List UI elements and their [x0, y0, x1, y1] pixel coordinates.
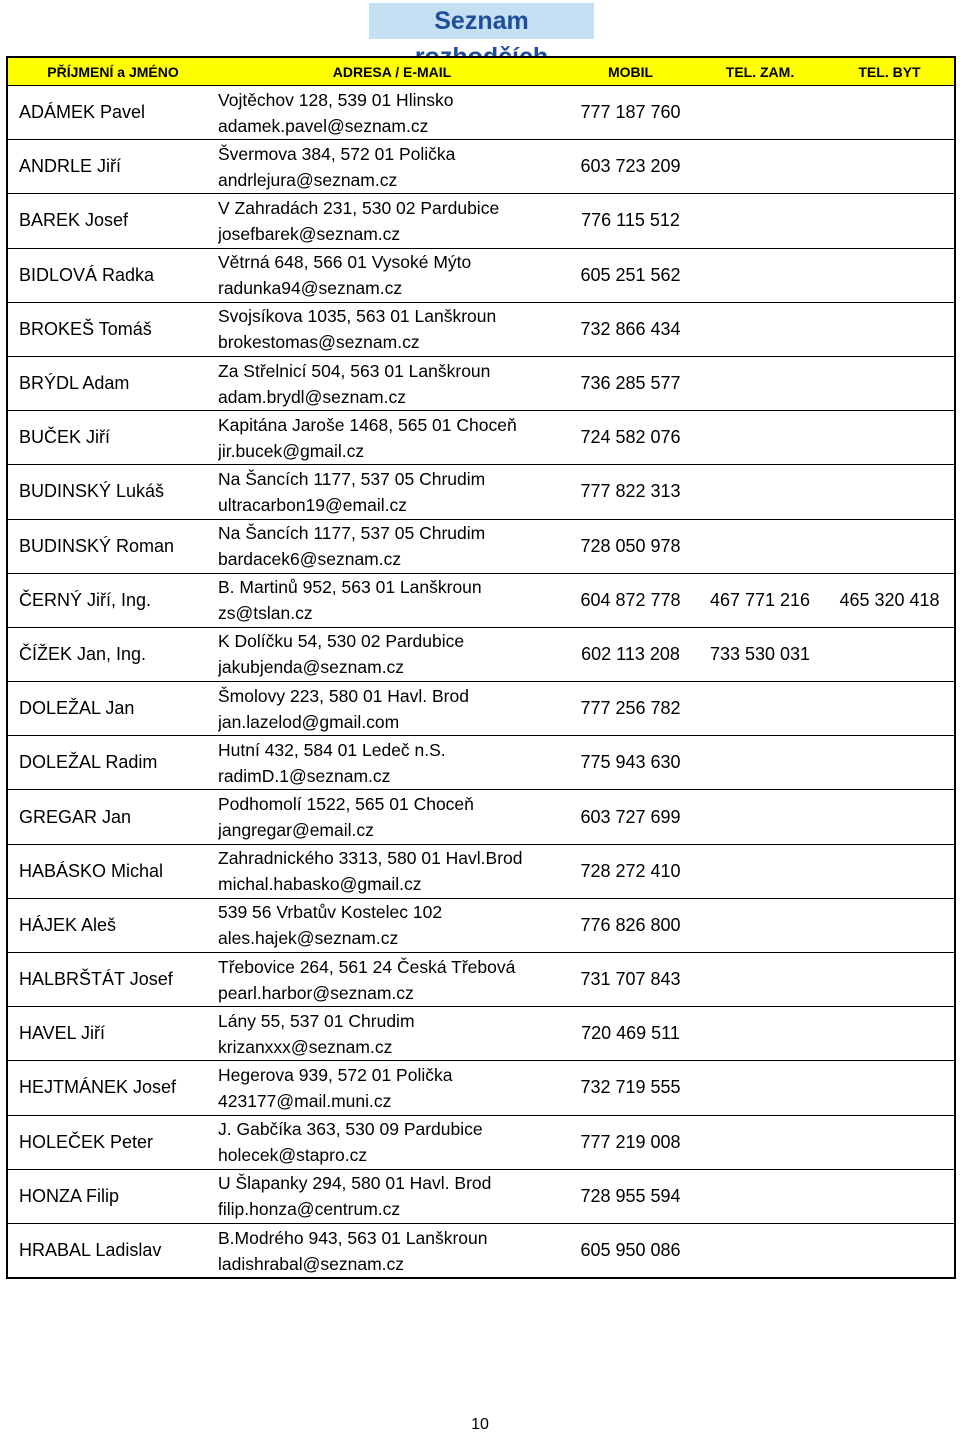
- referee-address-cell: [218, 1061, 566, 1115]
- referee-tel-work: [695, 790, 825, 844]
- referee-tel-work: [695, 1007, 825, 1061]
- referee-name: ADÁMEK Pavel: [7, 86, 218, 140]
- table-row: [7, 627, 955, 681]
- referee-tel-home: [825, 140, 955, 194]
- referee-address: U Šlapanky 294, 580 01 Havl. Brod: [218, 1173, 492, 1194]
- referee-address: Hegerova 939, 572 01 Polička: [218, 1064, 453, 1085]
- referee-email: 423177@mail.muni.cz: [218, 1090, 392, 1111]
- table-row: [7, 1169, 955, 1223]
- referee-tel-home: [825, 736, 955, 790]
- referee-mobile: 777 822 313: [566, 465, 695, 519]
- referee-mobile: 605 950 086: [566, 1223, 695, 1278]
- referee-tel-work: [695, 682, 825, 736]
- referee-email: bardacek6@seznam.cz: [218, 549, 402, 570]
- table-row: [7, 1115, 955, 1169]
- referee-email: adamek.pavel@seznam.cz: [218, 115, 429, 136]
- referee-address: Zahradnického 3313, 580 01 Havl.Brod: [218, 848, 523, 869]
- referee-name: ANDRLE Jiří: [7, 140, 218, 194]
- referee-address-cell: [218, 953, 566, 1007]
- referee-name: BIDLOVÁ Radka: [7, 248, 218, 302]
- table-row: [7, 573, 955, 627]
- title-bar: [0, 3, 960, 39]
- referee-tel-home: [825, 1061, 955, 1115]
- referee-tel-home: [825, 302, 955, 356]
- referee-name: HÁJEK Aleš: [7, 898, 218, 952]
- referee-mobile: 605 251 562: [566, 248, 695, 302]
- referee-tel-home: [825, 627, 955, 681]
- referee-address-cell: [218, 248, 566, 302]
- referee-mobile: 728 955 594: [566, 1169, 695, 1223]
- referee-tel-home: [825, 356, 955, 410]
- referee-address-cell: [218, 1169, 566, 1223]
- referee-tel-work: [695, 465, 825, 519]
- referee-address-cell: [218, 627, 566, 681]
- referee-tel-work: [695, 519, 825, 573]
- referee-email: jakubjenda@seznam.cz: [218, 657, 405, 678]
- referee-address: Hutní 432, 584 01 Ledeč n.S.: [218, 739, 446, 760]
- referee-tel-work: [695, 1061, 825, 1115]
- referee-name: BUČEK Jiří: [7, 411, 218, 465]
- referee-address-cell: [218, 790, 566, 844]
- table-row: [7, 736, 955, 790]
- referee-email: jangregar@email.cz: [218, 820, 374, 841]
- referee-address: 539 56 Vrbatův Kostelec 102: [218, 902, 443, 923]
- referee-email: radunka94@seznam.cz: [218, 278, 403, 299]
- referee-name: BUDINSKÝ Lukáš: [7, 465, 218, 519]
- referee-mobile: 777 219 008: [566, 1115, 695, 1169]
- page-number: 10: [471, 1416, 489, 1433]
- referee-tel-work: [695, 356, 825, 410]
- referee-address-cell: [218, 736, 566, 790]
- header-tel-work: TEL. ZAM.: [695, 57, 825, 86]
- table-row: [7, 844, 955, 898]
- referee-mobile: 732 719 555: [566, 1061, 695, 1115]
- referee-tel-work: [695, 302, 825, 356]
- referee-address: Šmolovy 223, 580 01 Havl. Brod: [218, 685, 469, 706]
- referee-address: Větrná 648, 566 01 Vysoké Mýto: [218, 252, 472, 273]
- referee-address: Třebovice 264, 561 24 Česká Třebová: [218, 956, 516, 977]
- referee-name: BUDINSKÝ Roman: [7, 519, 218, 573]
- referee-mobile: 602 113 208: [566, 627, 695, 681]
- referee-tel-home: [825, 1223, 955, 1278]
- referee-address-cell: [218, 194, 566, 248]
- referee-address: Kapitána Jaroše 1468, 565 01 Choceň: [218, 414, 517, 435]
- referee-tel-work: [695, 248, 825, 302]
- referee-tel-home: [825, 86, 955, 140]
- referee-tel-home: [825, 1169, 955, 1223]
- referee-email: michal.habasko@gmail.cz: [218, 874, 422, 895]
- referee-name: BROKEŠ Tomáš: [7, 302, 218, 356]
- referee-tel-work: 467 771 216: [695, 573, 825, 627]
- table-row: [7, 519, 955, 573]
- table-row: [7, 302, 955, 356]
- referee-tel-work: [695, 953, 825, 1007]
- referee-address: Švermova 384, 572 01 Polička: [218, 143, 456, 164]
- header-tel-home: TEL. BYT: [825, 57, 955, 86]
- referee-address-cell: [218, 573, 566, 627]
- referee-address-cell: [218, 356, 566, 410]
- referee-address: J. Gabčíka 363, 530 09 Pardubice: [218, 1119, 483, 1140]
- referee-address-cell: [218, 1223, 566, 1278]
- referee-address: Svojsíkova 1035, 563 01 Lanškroun: [218, 306, 497, 327]
- referee-mobile: 776 826 800: [566, 898, 695, 952]
- referee-mobile: 603 727 699: [566, 790, 695, 844]
- referee-address: Vojtěchov 128, 539 01 Hlinsko: [218, 89, 454, 110]
- referee-tel-home: [825, 465, 955, 519]
- page-title: Seznam: [369, 3, 594, 39]
- referee-mobile: 732 866 434: [566, 302, 695, 356]
- referee-address-cell: [218, 465, 566, 519]
- table-row: [7, 682, 955, 736]
- referee-tel-home: [825, 953, 955, 1007]
- referee-mobile: 720 469 511: [566, 1007, 695, 1061]
- referee-tel-home: [825, 411, 955, 465]
- referee-address: B.Modrého 943, 563 01 Lanškroun: [218, 1227, 488, 1248]
- table-row: [7, 140, 955, 194]
- table-header-row: [7, 57, 955, 86]
- table-row: [7, 898, 955, 952]
- referee-tel-home: [825, 248, 955, 302]
- referee-mobile: 777 256 782: [566, 682, 695, 736]
- referee-tel-work: [695, 1169, 825, 1223]
- referee-email: ultracarbon19@email.cz: [218, 494, 407, 515]
- header-name: PŘÍJMENÍ a JMÉNO: [7, 57, 218, 86]
- table-row: [7, 86, 955, 140]
- referee-name: BRÝDL Adam: [7, 356, 218, 410]
- referee-tel-work: [695, 844, 825, 898]
- referee-tel-home: [825, 790, 955, 844]
- referee-name: ČERNÝ Jiří, Ing.: [7, 573, 218, 627]
- referee-address-cell: [218, 844, 566, 898]
- referee-mobile: 728 272 410: [566, 844, 695, 898]
- table-row: [7, 411, 955, 465]
- referee-name: DOLEŽAL Radim: [7, 736, 218, 790]
- referee-email: filip.honza@centrum.cz: [218, 1199, 401, 1220]
- referee-tel-work: [695, 86, 825, 140]
- referee-mobile: 776 115 512: [566, 194, 695, 248]
- referee-address: Lány 55, 537 01 Chrudim: [218, 1010, 415, 1031]
- referee-tel-home: [825, 682, 955, 736]
- referee-name: HABÁSKO Michal: [7, 844, 218, 898]
- referee-tel-work: [695, 140, 825, 194]
- referee-mobile: 775 943 630: [566, 736, 695, 790]
- referee-address: B. Martinů 952, 563 01 Lanškroun: [218, 577, 482, 598]
- table-row: [7, 1061, 955, 1115]
- referee-address: Na Šancích 1177, 537 05 Chrudim: [218, 523, 486, 544]
- referee-email: adam.brydl@seznam.cz: [218, 386, 406, 407]
- referee-address-cell: [218, 140, 566, 194]
- referee-email: ales.hajek@seznam.cz: [218, 928, 399, 949]
- referee-name: DOLEŽAL Jan: [7, 682, 218, 736]
- referee-mobile: 604 872 778: [566, 573, 695, 627]
- referee-address-cell: [218, 519, 566, 573]
- referee-email: pearl.harbor@seznam.cz: [218, 982, 414, 1003]
- referee-tel-work: [695, 411, 825, 465]
- referee-email: zs@tslan.cz: [218, 603, 313, 624]
- referee-tel-home: [825, 1007, 955, 1061]
- referee-tel-home: [825, 844, 955, 898]
- referee-email: jir.bucek@gmail.cz: [218, 440, 365, 461]
- table-row: [7, 194, 955, 248]
- referee-name: HONZA Filip: [7, 1169, 218, 1223]
- referee-mobile: 731 707 843: [566, 953, 695, 1007]
- table-row: [7, 248, 955, 302]
- referee-address-cell: [218, 1115, 566, 1169]
- referee-address-cell: [218, 682, 566, 736]
- referee-email: radimD.1@seznam.cz: [218, 765, 391, 786]
- table-row: [7, 465, 955, 519]
- referee-address-cell: [218, 898, 566, 952]
- referee-mobile: 603 723 209: [566, 140, 695, 194]
- header-address: ADRESA / E-MAIL: [218, 57, 566, 86]
- table-row: [7, 356, 955, 410]
- referee-name: HRABAL Ladislav: [7, 1223, 218, 1278]
- referee-address: K Dolíčku 54, 530 02 Pardubice: [218, 631, 465, 652]
- referee-table: [6, 56, 956, 1279]
- referee-email: jan.lazelod@gmail.com: [218, 711, 400, 732]
- referee-email: josefbarek@seznam.cz: [218, 223, 401, 244]
- referee-email: ladishrabal@seznam.cz: [218, 1253, 405, 1274]
- referee-address-cell: [218, 86, 566, 140]
- referee-mobile: 777 187 760: [566, 86, 695, 140]
- referee-name: ČÍŽEK Jan, Ing.: [7, 627, 218, 681]
- referee-email: brokestomas@seznam.cz: [218, 332, 420, 353]
- referee-email: holecek@stapro.cz: [218, 1145, 368, 1166]
- referee-tel-home: [825, 194, 955, 248]
- referee-tel-home: [825, 898, 955, 952]
- referee-address-cell: [218, 1007, 566, 1061]
- referee-tel-work: 733 530 031: [695, 627, 825, 681]
- table-row: [7, 1223, 955, 1278]
- referee-mobile: 736 285 577: [566, 356, 695, 410]
- referee-email: andrlejura@seznam.cz: [218, 169, 398, 190]
- referee-name: HEJTMÁNEK Josef: [7, 1061, 218, 1115]
- header-mobile: MOBIL: [566, 57, 695, 86]
- referee-tel-work: [695, 736, 825, 790]
- referee-address: Podhomolí 1522, 565 01 Choceň: [218, 794, 474, 815]
- referee-tel-home: [825, 1115, 955, 1169]
- referee-address: V Zahradách 231, 530 02 Pardubice: [218, 197, 500, 218]
- referee-mobile: 728 050 978: [566, 519, 695, 573]
- referee-mobile: 724 582 076: [566, 411, 695, 465]
- referee-email: krizanxxx@seznam.cz: [218, 1036, 393, 1057]
- referee-address-cell: [218, 411, 566, 465]
- referee-tel-work: [695, 1223, 825, 1278]
- referee-address-cell: [218, 302, 566, 356]
- referee-name: HOLEČEK Peter: [7, 1115, 218, 1169]
- referee-tel-work: [695, 898, 825, 952]
- referee-tel-work: [695, 194, 825, 248]
- referee-tel-work: [695, 1115, 825, 1169]
- referee-tel-home: 465 320 418: [825, 573, 955, 627]
- referee-tel-home: [825, 519, 955, 573]
- referee-name: HAVEL Jiří: [7, 1007, 218, 1061]
- table-row: [7, 790, 955, 844]
- table-row: [7, 1007, 955, 1061]
- referee-address: Na Šancích 1177, 537 05 Chrudim: [218, 468, 486, 489]
- referee-name: HALBRŠTÁT Josef: [7, 953, 218, 1007]
- referee-name: GREGAR Jan: [7, 790, 218, 844]
- table-row: [7, 953, 955, 1007]
- referee-address: Za Střelnicí 504, 563 01 Lanškroun: [218, 360, 491, 381]
- referee-name: BAREK Josef: [7, 194, 218, 248]
